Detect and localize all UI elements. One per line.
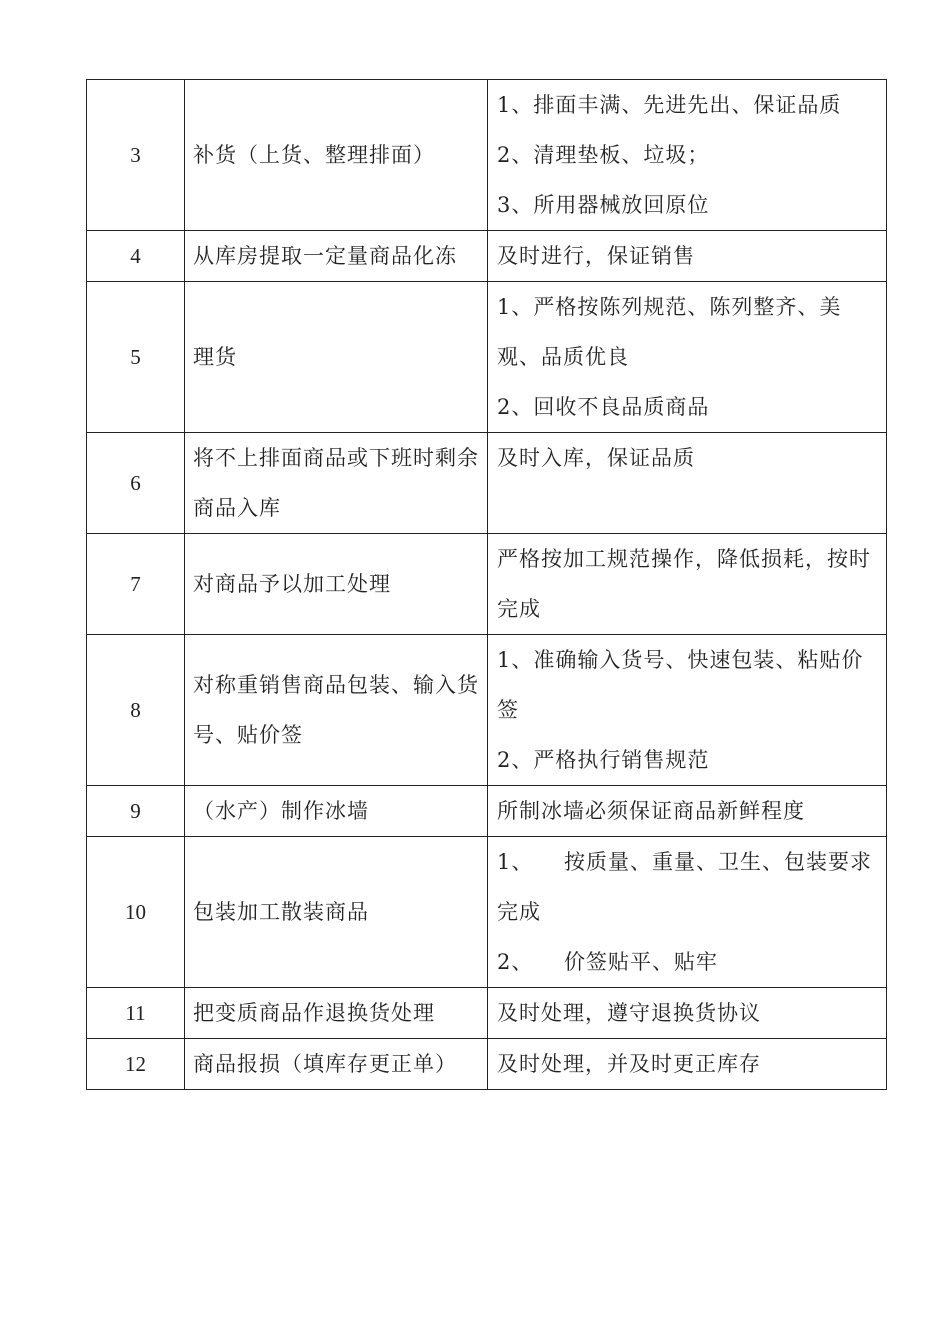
- task-description: 将不上排面商品或下班时剩余商品入库: [185, 433, 488, 534]
- row-number: 5: [87, 282, 185, 433]
- task-description: 把变质商品作退换货处理: [185, 988, 488, 1039]
- requirement-line: 1、严格按陈列规范、陈列整齐、美观、品质优良: [497, 295, 842, 369]
- table-row: [87, 837, 887, 988]
- task-requirement: [488, 80, 887, 231]
- requirement-line: 2、严格执行销售规范: [497, 748, 710, 772]
- table-row: [87, 635, 887, 786]
- task-requirement: [488, 635, 887, 786]
- task-requirement: [488, 988, 887, 1039]
- requirement-line: 2、 价签贴平、贴牢: [497, 950, 719, 974]
- row-number: 6: [87, 433, 185, 534]
- requirement-line: 3、所用器械放回原位: [497, 193, 710, 217]
- row-number: 3: [87, 80, 185, 231]
- task-description: 理货: [185, 282, 488, 433]
- row-number: 8: [87, 635, 185, 786]
- table-row: [87, 988, 887, 1039]
- requirement-line: 及时入库，保证品质: [497, 446, 695, 470]
- requirement-line: 1、 按质量、重量、卫生、包装要求完成: [497, 850, 873, 924]
- table-row: [87, 786, 887, 837]
- table-row: [87, 534, 887, 635]
- task-requirement: [488, 231, 887, 282]
- task-description: 补货（上货、整理排面）: [185, 80, 488, 231]
- table-row: [87, 80, 887, 231]
- requirement-line: 严格按加工规范操作，降低损耗，按时完成: [497, 547, 871, 621]
- task-description: 从库房提取一定量商品化冻: [185, 231, 488, 282]
- task-requirement: [488, 1039, 887, 1090]
- row-number: 9: [87, 786, 185, 837]
- row-number: 11: [87, 988, 185, 1039]
- task-description: 对称重销售商品包装、输入货号、贴价签: [185, 635, 488, 786]
- row-number: 4: [87, 231, 185, 282]
- task-description: 对商品予以加工处理: [185, 534, 488, 635]
- row-number: 12: [87, 1039, 185, 1090]
- row-number: 10: [87, 837, 185, 988]
- task-requirement: [488, 786, 887, 837]
- row-number: 7: [87, 534, 185, 635]
- requirement-line: 及时处理，并及时更正库存: [497, 1052, 761, 1076]
- task-table: [86, 79, 887, 1090]
- requirement-line: 所制冰墙必须保证商品新鲜程度: [497, 799, 805, 823]
- requirement-line: 及时进行，保证销售: [497, 244, 695, 268]
- table-row: [87, 433, 887, 534]
- requirement-line: 1、排面丰满、先进先出、保证品质: [497, 93, 842, 117]
- requirement-line: 及时处理，遵守退换货协议: [497, 1001, 761, 1025]
- requirement-line: 2、清理垫板、垃圾；: [497, 143, 710, 167]
- requirement-line: 2、回收不良品质商品: [497, 395, 710, 419]
- task-requirement: [488, 282, 887, 433]
- task-description: （水产）制作冰墙: [185, 786, 488, 837]
- task-description: 包装加工散装商品: [185, 837, 488, 988]
- task-requirement: [488, 837, 887, 988]
- requirement-line: 1、准确输入货号、快速包装、粘贴价签: [497, 648, 864, 722]
- table-row: [87, 282, 887, 433]
- task-description: 商品报损（填库存更正单）: [185, 1039, 488, 1090]
- table-row: [87, 1039, 887, 1090]
- task-requirement: [488, 534, 887, 635]
- table-row: [87, 231, 887, 282]
- task-requirement: [488, 433, 887, 534]
